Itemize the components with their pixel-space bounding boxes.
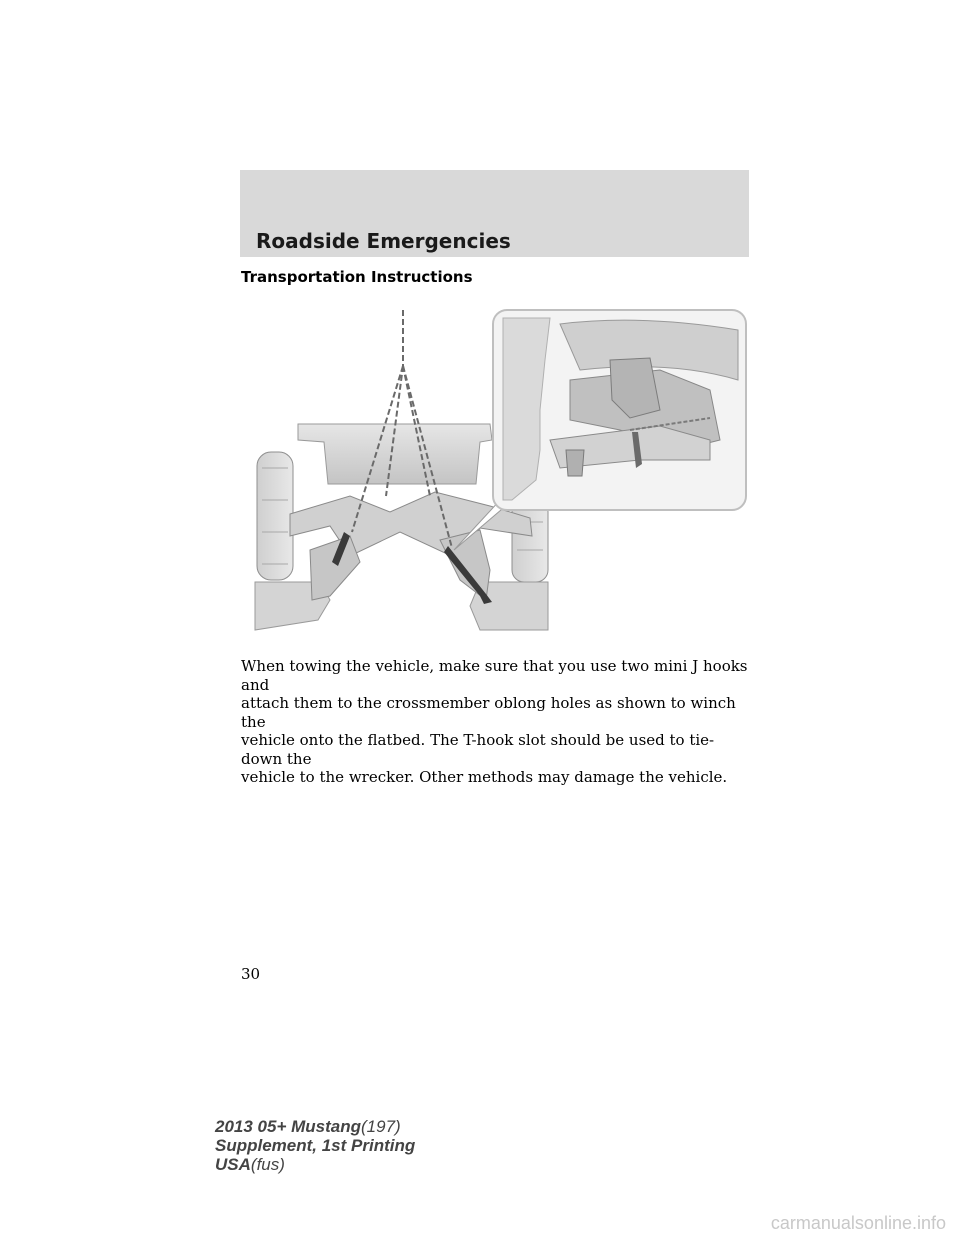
footer-line-3 [215,1155,415,1174]
footer-model-code: (197) [361,1117,401,1136]
section-title: Roadside Emergencies [256,229,511,253]
vehicle-towing-hook-icon [240,300,760,640]
watermark-text: carmanualsonline.info [770,1213,946,1233]
section-header-band [240,170,749,257]
page-number: 30 [241,965,261,983]
towing-instructions-paragraph: When towing the vehicle, make sure that you use two mini J hooks and attach them to the crossmember oblong holes as shown to winch the vehicle onto the flatbed. The T-hook slot should be used to tie-down the vehicle to the wrecker. Other methods may damage the vehicle. [241,657,748,786]
subsection-heading: Transportation Instructions [241,268,473,286]
footer-market-code: (fus) [250,1155,285,1174]
footer-line-1 [215,1117,415,1136]
footer-model: 2013 05+ Mustang [215,1117,361,1136]
footer-market: USA [215,1155,251,1174]
towing-illustration [240,300,760,640]
footer-line-2: Supplement, 1st Printing [215,1136,416,1155]
document-footer [215,1117,415,1174]
